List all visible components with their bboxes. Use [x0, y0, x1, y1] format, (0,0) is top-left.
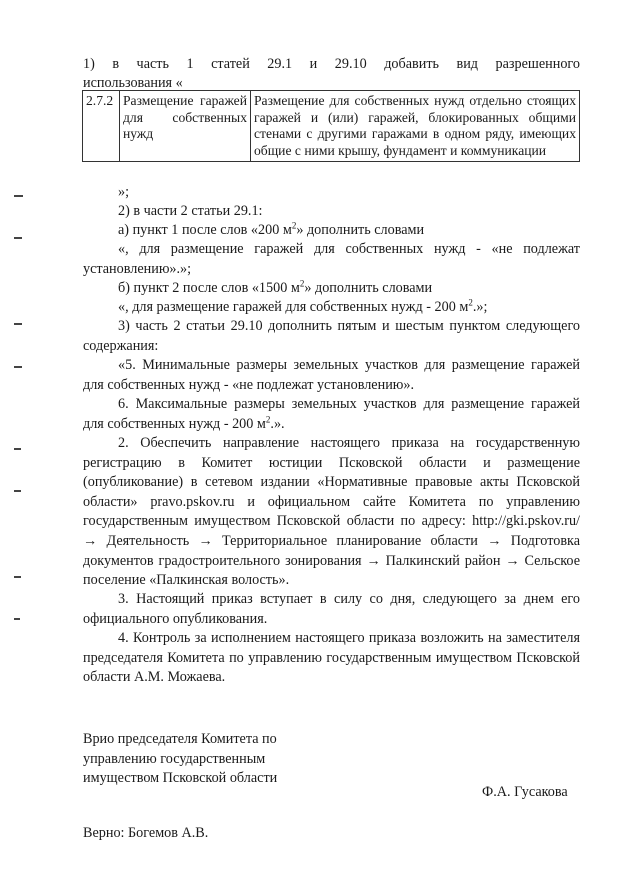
scan-mark — [14, 237, 22, 239]
paragraph-3: 3) часть 2 статьи 29.10 дополнить пятым и шестым пунктом следующего содержания: — [83, 318, 580, 354]
scan-mark — [14, 366, 22, 368]
superscript-2: 2 — [291, 220, 297, 231]
paragraph-2b-quote-suffix: .»; — [472, 299, 488, 315]
item-3: 3. Настоящий приказ вступает в силу со дня, следующего за днем его официального опубликования. — [83, 591, 580, 627]
paragraph-6-suffix: .». — [270, 415, 285, 432]
paragraph-1-line2: использования « — [83, 75, 183, 91]
signature-title-line1: Врио председателя Комитета по — [83, 731, 277, 747]
paragraph-2b-quote — [83, 298, 580, 318]
table-cell-name: Размещение гаражей для собственных нужд — [120, 91, 251, 162]
paragraph-2b-quote-prefix: «, для размещение гаражей для собственных нужд - 200 м — [118, 299, 469, 315]
table-row — [83, 91, 580, 162]
item-4: 4. Контроль за исполнением настоящего приказа возложить на заместителя председателя Комитета по управлению государственным имуществом Псковской области А.М. Можаева. — [83, 630, 580, 686]
paragraph-2b-prefix: б) пункт 2 после слов «1500 м — [118, 280, 300, 296]
paragraph-5: «5. Минимальные размеры земельных участков для размещение гаражей для собственных нужд - «не подлежат установлению». — [83, 357, 580, 393]
paragraph-2b-suffix: » дополнить словами — [304, 280, 433, 296]
paragraph-2b — [83, 279, 580, 299]
item-2: 2. Обеспечить направление настоящего приказа на государственную регистрацию в Комитет юстиции Псковской области и размещение (опубликование) в сетевом издании «Нормативные правовые акты Псковской области» pravo.pskov.ru и официальном сайте Комитета по управлению государственным имуществом Псковской области по адресу: http://gki.pskov.ru/ → Деятельность → Территориальное планирование области → Подготовка документов градостроительного зонирования → Палкинский район → Сельское поселение «Палкинская волость». — [83, 435, 580, 589]
verification-note: Верно: Богемов А.В. — [83, 825, 209, 841]
paragraph-2a — [83, 221, 580, 241]
paragraph-2a-prefix: а) пункт 1 после слов «200 м — [118, 222, 292, 238]
signature-title-line2: управлению государственным — [83, 751, 266, 767]
paragraph-2a-quote: «, для размещение гаражей для собственных нужд - «не подлежат установлению».»; — [83, 241, 580, 277]
scan-mark — [14, 448, 21, 450]
land-use-table — [82, 90, 580, 162]
signatory-name: Ф.А. Гусакова — [482, 784, 568, 801]
superscript-2: 2 — [299, 278, 305, 289]
scan-mark — [14, 576, 21, 578]
superscript-2: 2 — [265, 413, 271, 424]
paragraph-6 — [83, 395, 580, 434]
scan-mark — [14, 195, 23, 197]
paragraph-2a-suffix: » дополнить словами — [296, 222, 425, 238]
signature-title-line3: имуществом Псковской области — [83, 770, 278, 786]
table-cell-description: Размещение для собственных нужд отдельно стоящих гаражей и (или) гаражей, блокированных общими стенами с другими гаражами в одном ряду, имеющих общие с ними крышу, фундамент и коммуникации — [251, 91, 580, 162]
close-quote: »; — [118, 184, 130, 200]
table-cell-code: 2.7.2 — [83, 91, 120, 162]
paragraph-2: 2) в части 2 статьи 29.1: — [118, 203, 263, 219]
scan-mark — [14, 490, 21, 492]
paragraph-6-prefix: 6. Максимальные размеры земельных участков для размещение гаражей для собственных нужд - 200 м — [83, 396, 580, 432]
scan-mark — [14, 323, 22, 325]
paragraph-1-line1: 1) в часть 1 статей 29.1 и 29.10 добавить вид разрешенного — [83, 56, 580, 72]
scan-mark — [14, 618, 20, 620]
superscript-2: 2 — [468, 297, 473, 308]
